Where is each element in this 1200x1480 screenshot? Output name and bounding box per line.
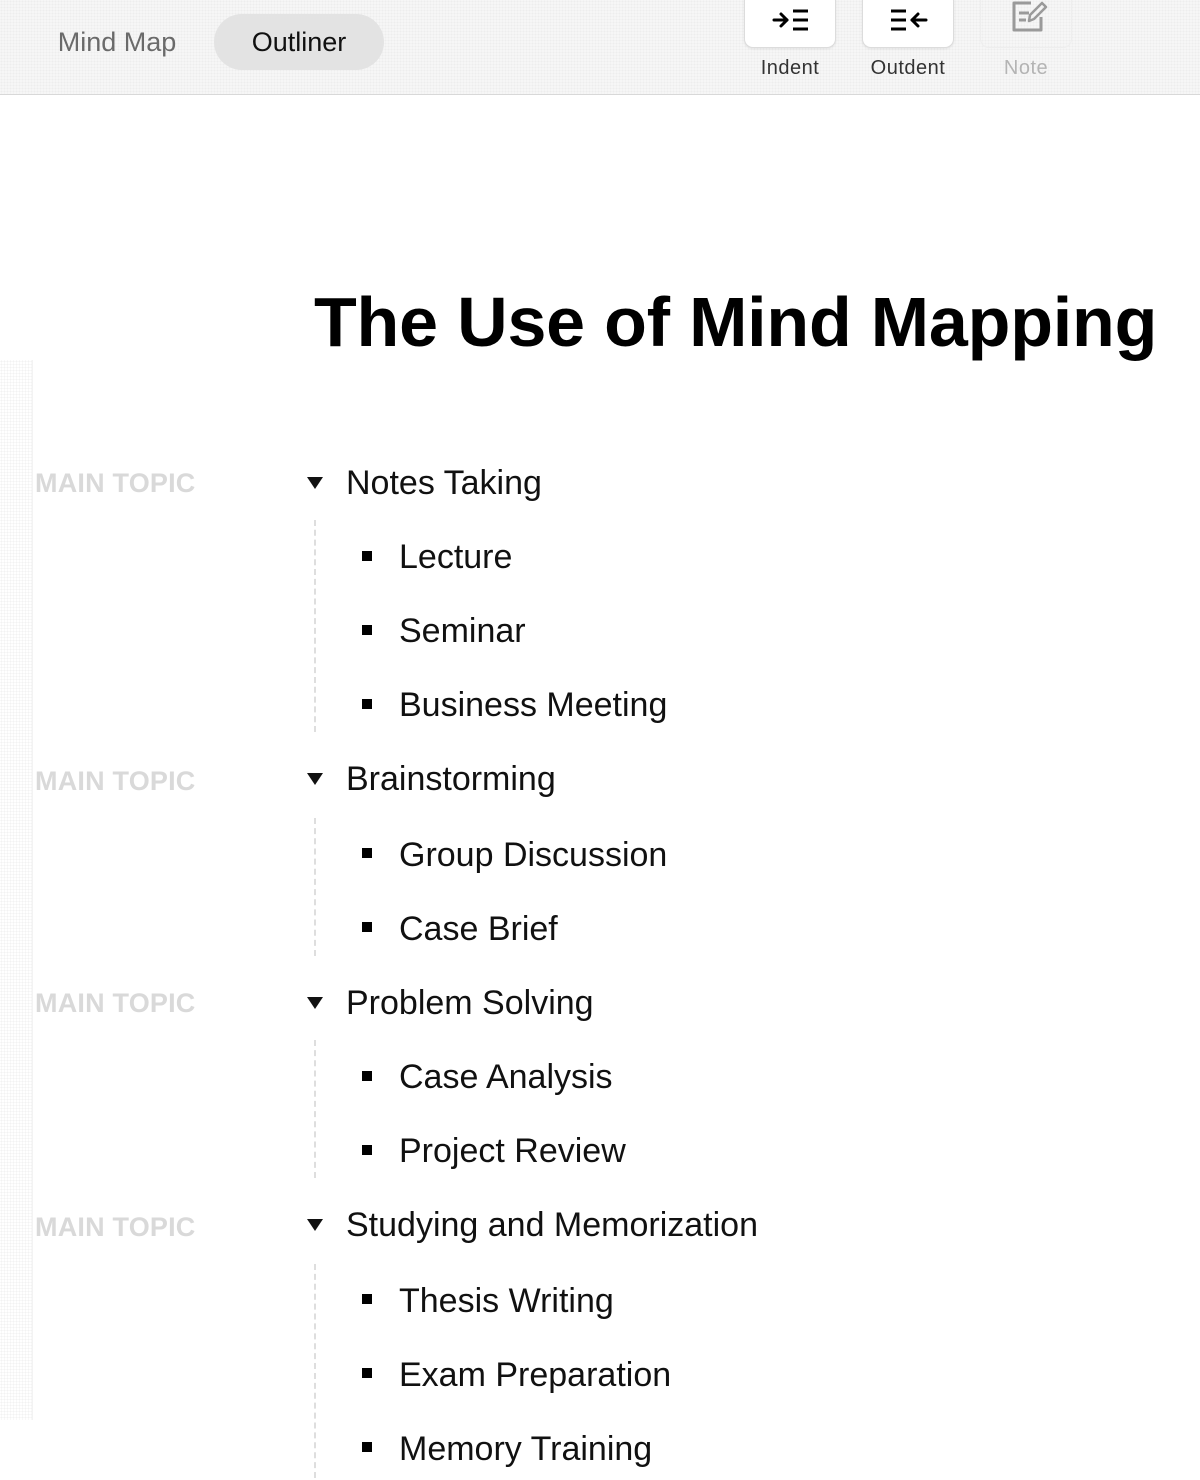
tab-mind-map[interactable]: Mind Map: [57, 27, 177, 57]
bullet-icon: [362, 922, 372, 932]
subtopic[interactable]: Lecture: [399, 538, 513, 576]
tab-outliner[interactable]: Outliner: [214, 14, 384, 70]
subtopic[interactable]: Thesis Writing: [399, 1282, 614, 1320]
topic-tag: MAIN TOPIC: [35, 766, 196, 796]
subtopic[interactable]: Project Review: [399, 1132, 626, 1170]
main-topic[interactable]: Notes Taking: [346, 464, 542, 502]
outline-guide-line: [314, 1264, 316, 1478]
note-button[interactable]: [956, 0, 1074, 92]
outdent-label: Outdent: [870, 57, 946, 79]
indent-icon: [771, 5, 811, 35]
bullet-icon: [362, 1145, 372, 1155]
subtopic[interactable]: Business Meeting: [399, 686, 668, 724]
bullet-icon: [362, 1294, 372, 1304]
bullet-icon: [362, 699, 372, 709]
indent-label: Indent: [760, 57, 820, 79]
outdent-icon: [889, 5, 929, 35]
disclosure-triangle-icon[interactable]: [304, 768, 326, 790]
topic-tag: MAIN TOPIC: [35, 988, 196, 1018]
main-topic[interactable]: Problem Solving: [346, 984, 594, 1022]
subtopic[interactable]: Case Analysis: [399, 1058, 613, 1096]
topic-tag: MAIN TOPIC: [35, 1212, 196, 1242]
indent-button-tile: [744, 0, 836, 48]
outdent-button[interactable]: [838, 0, 956, 92]
subtopic[interactable]: Memory Training: [399, 1430, 653, 1468]
note-button-tile: [980, 0, 1072, 48]
outline-guide-line: [314, 818, 316, 956]
indent-button[interactable]: [720, 0, 838, 92]
main-topic[interactable]: Brainstorming: [346, 760, 556, 798]
main-topic[interactable]: Studying and Memorization: [346, 1206, 759, 1244]
subtopic[interactable]: Exam Preparation: [399, 1356, 672, 1394]
left-margin-strip: [0, 360, 33, 1420]
top-toolbar: [0, 0, 1200, 95]
bullet-icon: [362, 1071, 372, 1081]
subtopic[interactable]: Case Brief: [399, 910, 558, 948]
bullet-icon: [362, 625, 372, 635]
bullet-icon: [362, 1368, 372, 1378]
bullet-icon: [362, 551, 372, 561]
disclosure-triangle-icon[interactable]: [304, 992, 326, 1014]
note-icon: [1009, 0, 1049, 33]
topic-tag: MAIN TOPIC: [35, 468, 196, 498]
bullet-icon: [362, 1442, 372, 1452]
outdent-button-tile: [862, 0, 954, 48]
note-label: Note: [1003, 57, 1049, 79]
outline-guide-line: [314, 1040, 316, 1178]
subtopic[interactable]: Group Discussion: [399, 836, 668, 874]
outline-guide-line: [314, 520, 316, 732]
document-title[interactable]: The Use of Mind Mapping: [314, 283, 1158, 361]
disclosure-triangle-icon[interactable]: [304, 1214, 326, 1236]
disclosure-triangle-icon[interactable]: [304, 472, 326, 494]
bullet-icon: [362, 848, 372, 858]
subtopic[interactable]: Seminar: [399, 612, 526, 650]
